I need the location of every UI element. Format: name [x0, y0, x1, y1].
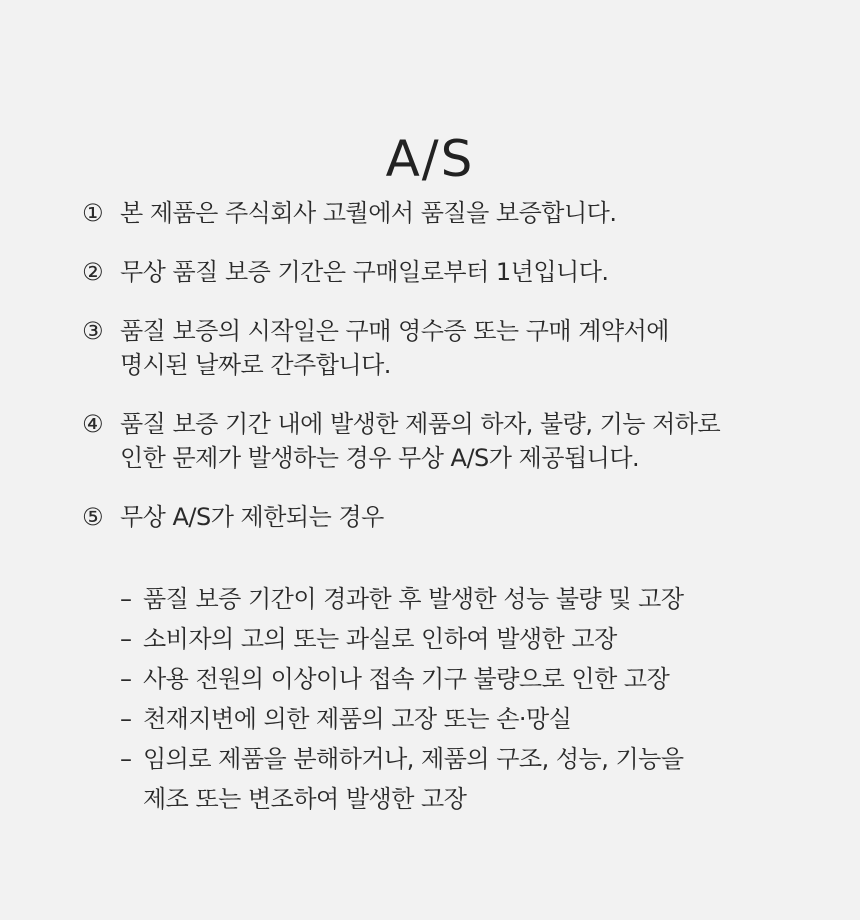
clause-5 [82, 500, 840, 534]
exclusion-text: 품질 보증 기간이 경과한 후 발생한 성능 불량 및 고장 [143, 585, 684, 613]
exclusion-item-continuation [120, 779, 684, 819]
clause-text [120, 500, 384, 534]
exclusion-item [120, 579, 684, 619]
exclusion-item [120, 699, 684, 739]
dash-bullet: – [120, 625, 132, 653]
clause-line: 인한 문제가 발생하는 경우 무상 A/S가 제공됩니다. [120, 444, 640, 472]
clause-line: 무상 품질 보증 기간은 구매일로부터 1년입니다. [120, 258, 609, 286]
clause-text [120, 407, 720, 475]
dash-bullet: – [120, 705, 132, 733]
clause-number: ④ [82, 410, 104, 438]
clause-2 [82, 255, 840, 289]
exclusion-text: 임의로 제품을 분해하거나, 제품의 구조, 성능, 기능을 [143, 745, 684, 773]
dash-bullet: – [120, 665, 132, 693]
exclusion-text: 소비자의 고의 또는 과실로 인하여 발생한 고장 [143, 625, 617, 653]
clause-number: ① [82, 199, 104, 227]
page-title: A/S [385, 129, 475, 188]
exclusion-list [120, 579, 684, 819]
clause-text [120, 314, 669, 382]
exclusion-text: 천재지변에 의한 제품의 고장 또는 손·망실 [143, 705, 572, 733]
clause-text [120, 255, 609, 289]
exclusion-item [120, 619, 684, 659]
clause-line: 품질 보증 기간 내에 발생한 제품의 하자, 불량, 기능 저하로 [120, 410, 721, 438]
exclusion-item [120, 739, 684, 779]
exclusion-item [120, 659, 684, 699]
clause-number: ② [82, 258, 104, 286]
clause-1 [82, 196, 840, 230]
clause-line: 본 제품은 주식회사 고퀄에서 품질을 보증합니다. [120, 199, 617, 227]
clause-line: 품질 보증의 시작일은 구매 영수증 또는 구매 계약서에 [120, 317, 669, 345]
clause-4 [82, 407, 840, 475]
clause-number: ③ [82, 317, 104, 345]
dash-bullet: – [120, 745, 132, 773]
clause-text [120, 196, 616, 230]
exclusion-text: 제조 또는 변조하여 발생한 고장 [143, 785, 467, 813]
clause-line: 무상 A/S가 제한되는 경우 [120, 503, 384, 531]
clause-number: ⑤ [82, 503, 104, 531]
exclusion-text: 사용 전원의 이상이나 접속 기구 불량으로 인한 고장 [143, 665, 670, 693]
clause-line: 명시된 날짜로 간주합니다. [120, 351, 391, 379]
clause-3 [82, 314, 840, 382]
warranty-clauses [82, 196, 840, 534]
dash-bullet: – [120, 585, 132, 613]
